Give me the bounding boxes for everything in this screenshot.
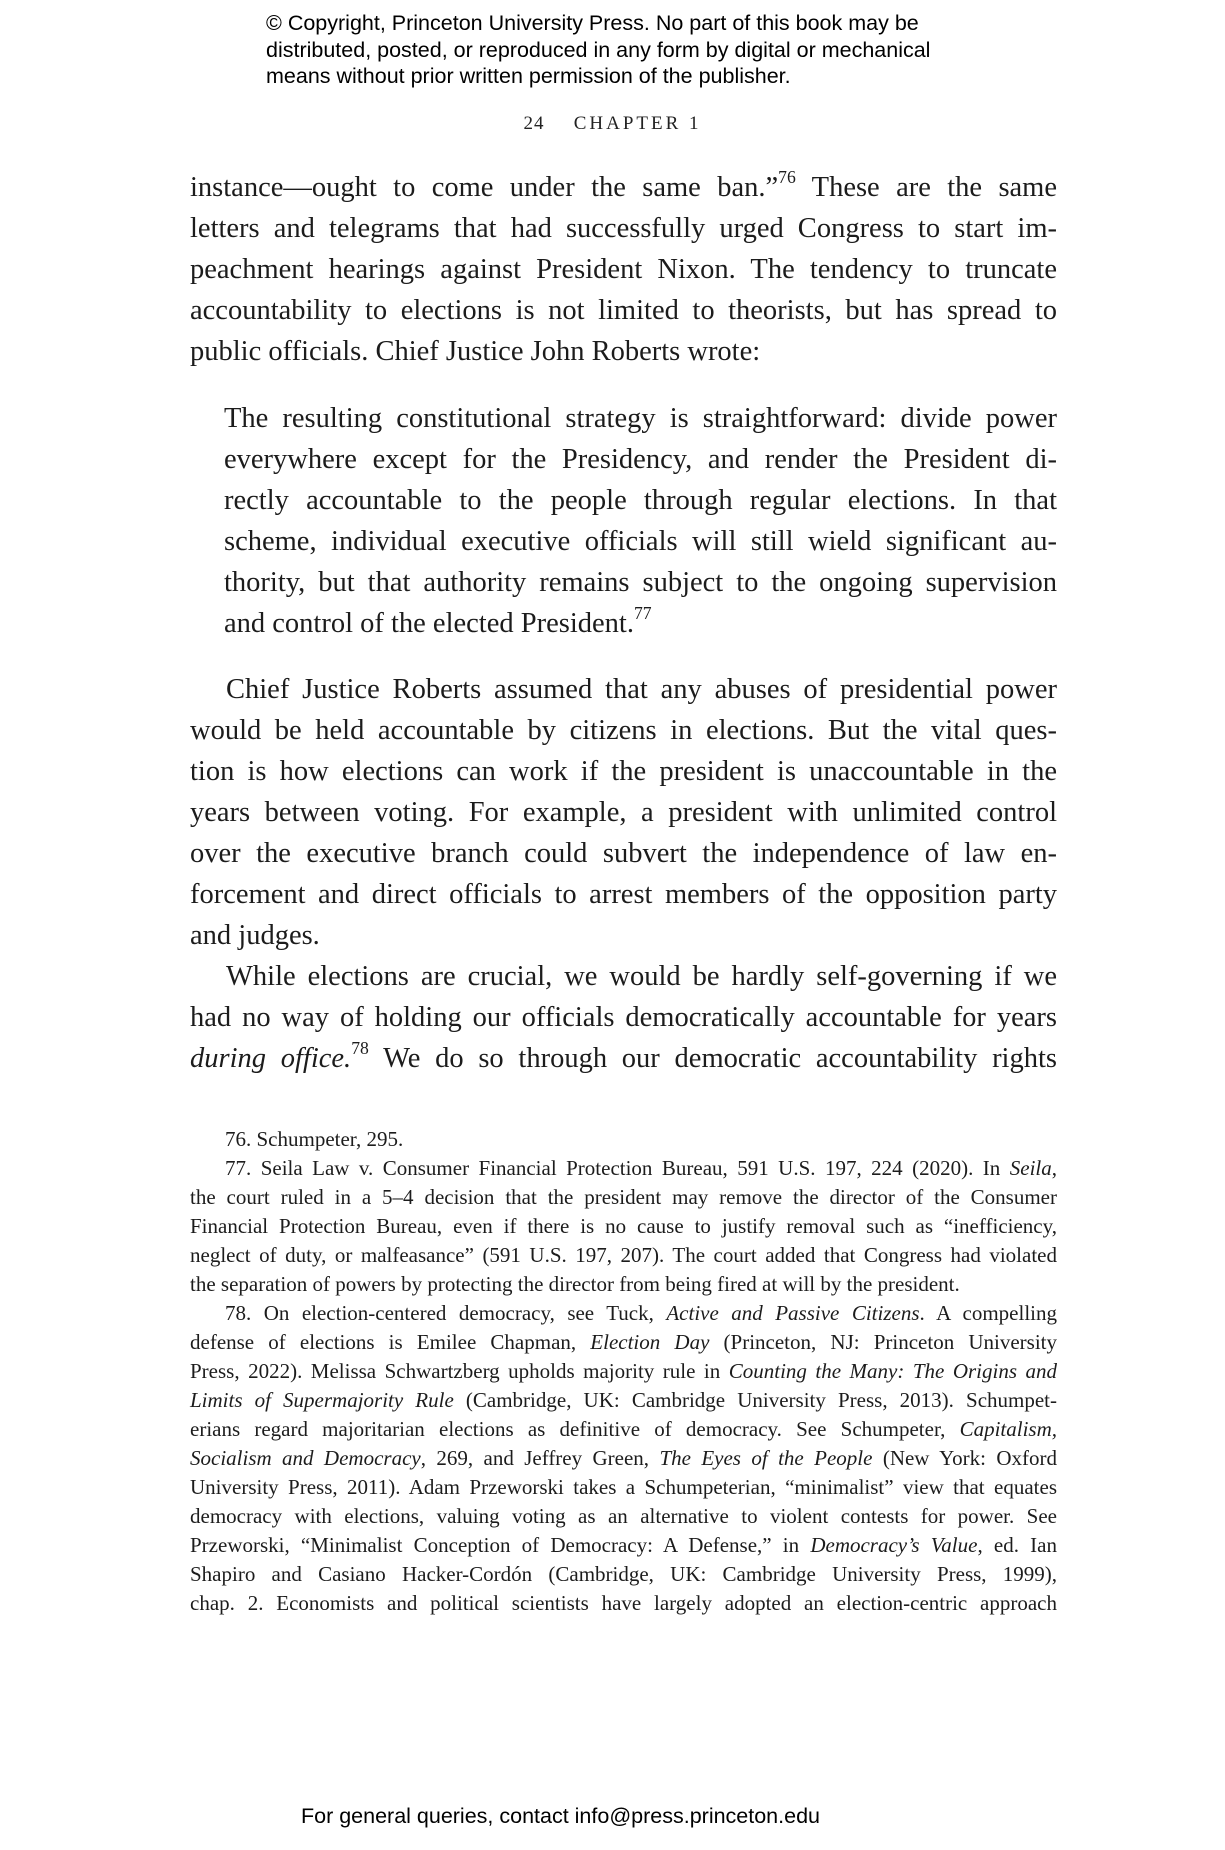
text-line: during office.$^{78}$ We do so through our democratic accountability rights	[190, 1037, 1057, 1074]
footnote-line: defense of elections is Emilee Chapman, Election Day (Princeton, NJ: Princeton University	[190, 1330, 1057, 1354]
page-number: 24	[523, 113, 545, 134]
quote-line: and control of the elected President.$^{77}$	[224, 602, 652, 639]
footnote-line: the separation of powers by protecting the director from being fired at will by the president.	[190, 1272, 960, 1296]
footnote-line: Shapiro and Casiano Hacker-Cordón (Cambridge, UK: Cambridge University Press, 1999),	[190, 1562, 1057, 1586]
text-line: years between voting. For example, a president with unlimited control	[190, 797, 1057, 828]
text-line: letters and telegrams that had successfully urged Congress to start im-	[190, 213, 1057, 244]
footer-text[interactable]: For general queries, contact info@press.princeton.edu	[300, 1804, 820, 1828]
quote-line: everywhere except for the Presidency, and render the President di-	[224, 444, 1057, 475]
running-head	[0, 113, 1225, 135]
text-line: public officials. Chief Justice John Roberts wrote:	[190, 336, 761, 367]
text-line: tion is how elections can work if the president is unaccountable in the	[190, 756, 1057, 787]
footnote-ref-76[interactable]: 76	[778, 166, 796, 187]
text-line: While elections are crucial, we would be hardly self-governing if we	[226, 961, 1057, 992]
text-line: would be held accountable by citizens in elections. But the vital ques-	[190, 715, 1057, 746]
footnote-line: the court ruled in a 5–4 decision that the president may remove the director of the Consumer	[190, 1185, 1057, 1209]
footnotes	[190, 1125, 1057, 1618]
body-paragraph-2	[190, 669, 1057, 1079]
footnote-line: erians regard majoritarian elections as definitive of democracy. See Schumpeter, Capitalism,	[190, 1417, 1057, 1441]
footnote-line: Limits of Supermajority Rule (Cambridge, UK: Cambridge University Press, 2013). Schumpet-	[190, 1388, 1057, 1412]
footnote-line: University Press, 2011). Adam Przeworski takes a Schumpeterian, “minimalist” view that equates	[190, 1475, 1057, 1499]
text-line: forcement and direct officials to arrest members of the opposition party	[190, 879, 1057, 910]
text-line: instance—ought to come under the same ban.”$^{76}$ These are the same	[190, 166, 1058, 203]
copyright-notice	[266, 10, 986, 90]
footnote-line: Press, 2022). Melissa Schwartzberg upholds majority rule in Counting the Many: The Origins and	[190, 1359, 1057, 1383]
text-line: peachment hearings against President Nixon. The tendency to truncate	[190, 254, 1057, 285]
text-line: accountability to elections is not limited to theorists, but has spread to	[190, 295, 1057, 326]
footnote-line: neglect of duty, or malfeasance” (591 U.S. 197, 207). The court added that Congress had violated	[190, 1243, 1057, 1267]
footer-contact	[0, 1804, 1225, 1829]
text-line: and judges.	[190, 920, 320, 951]
block-quote	[224, 398, 1057, 644]
quote-line: The resulting constitutional strategy is straightforward: divide power	[224, 403, 1057, 434]
footnote-line: Socialism and Democracy, 269, and Jeffrey Green, The Eyes of the People (New York: Oxford	[190, 1446, 1058, 1470]
chapter-label: CHAPTER 1	[573, 113, 702, 134]
footnote-line: Financial Protection Bureau, even if there is no cause to justify removal such as “inefficiency,	[190, 1214, 1057, 1238]
footnote-line: democracy with elections, valuing voting as an alternative to violent contests for power. See	[190, 1504, 1057, 1528]
body-paragraph-1	[190, 167, 1057, 372]
text-line: over the executive branch could subvert the independence of law en-	[190, 838, 1057, 869]
copyright-line: © Copyright, Princeton University Press. No part of this book may be	[266, 11, 919, 35]
footnote-77: 77. Seila Law v. Consumer Financial Protection Bureau, 591 U.S. 197, 224 (2020). In Seila,	[225, 1156, 1057, 1180]
quote-line: thority, but that authority remains subject to the ongoing supervision	[224, 567, 1057, 598]
quote-line: rectly accountable to the people through regular elections. In that	[224, 485, 1057, 516]
text-line: Chief Justice Roberts assumed that any abuses of presidential power	[226, 674, 1057, 705]
quote-line: scheme, individual executive officials will still wield significant au-	[224, 526, 1057, 557]
text-line: had no way of holding our officials democratically accountable for years	[190, 1002, 1057, 1033]
footnote-line: chap. 2. Economists and political scientists have largely adopted an election-centric approach	[190, 1591, 1057, 1615]
copyright-line: distributed, posted, or reproduced in any form by digital or mechanical	[266, 37, 931, 62]
footnote-78: 78. On election-centered democracy, see Tuck, Active and Passive Citizens. A compelling	[225, 1301, 1058, 1325]
footnote-76: 76. Schumpeter, 295.	[225, 1127, 404, 1151]
footnote-ref-77[interactable]: 77	[633, 602, 652, 623]
footnote-ref-78[interactable]: 78	[351, 1037, 369, 1058]
copyright-line: means without prior written permission of the publisher.	[266, 64, 791, 88]
footnote-line: Przeworski, “Minimalist Conception of Democracy: A Defense,” in Democracy’s Value, ed. Ian	[190, 1533, 1057, 1557]
